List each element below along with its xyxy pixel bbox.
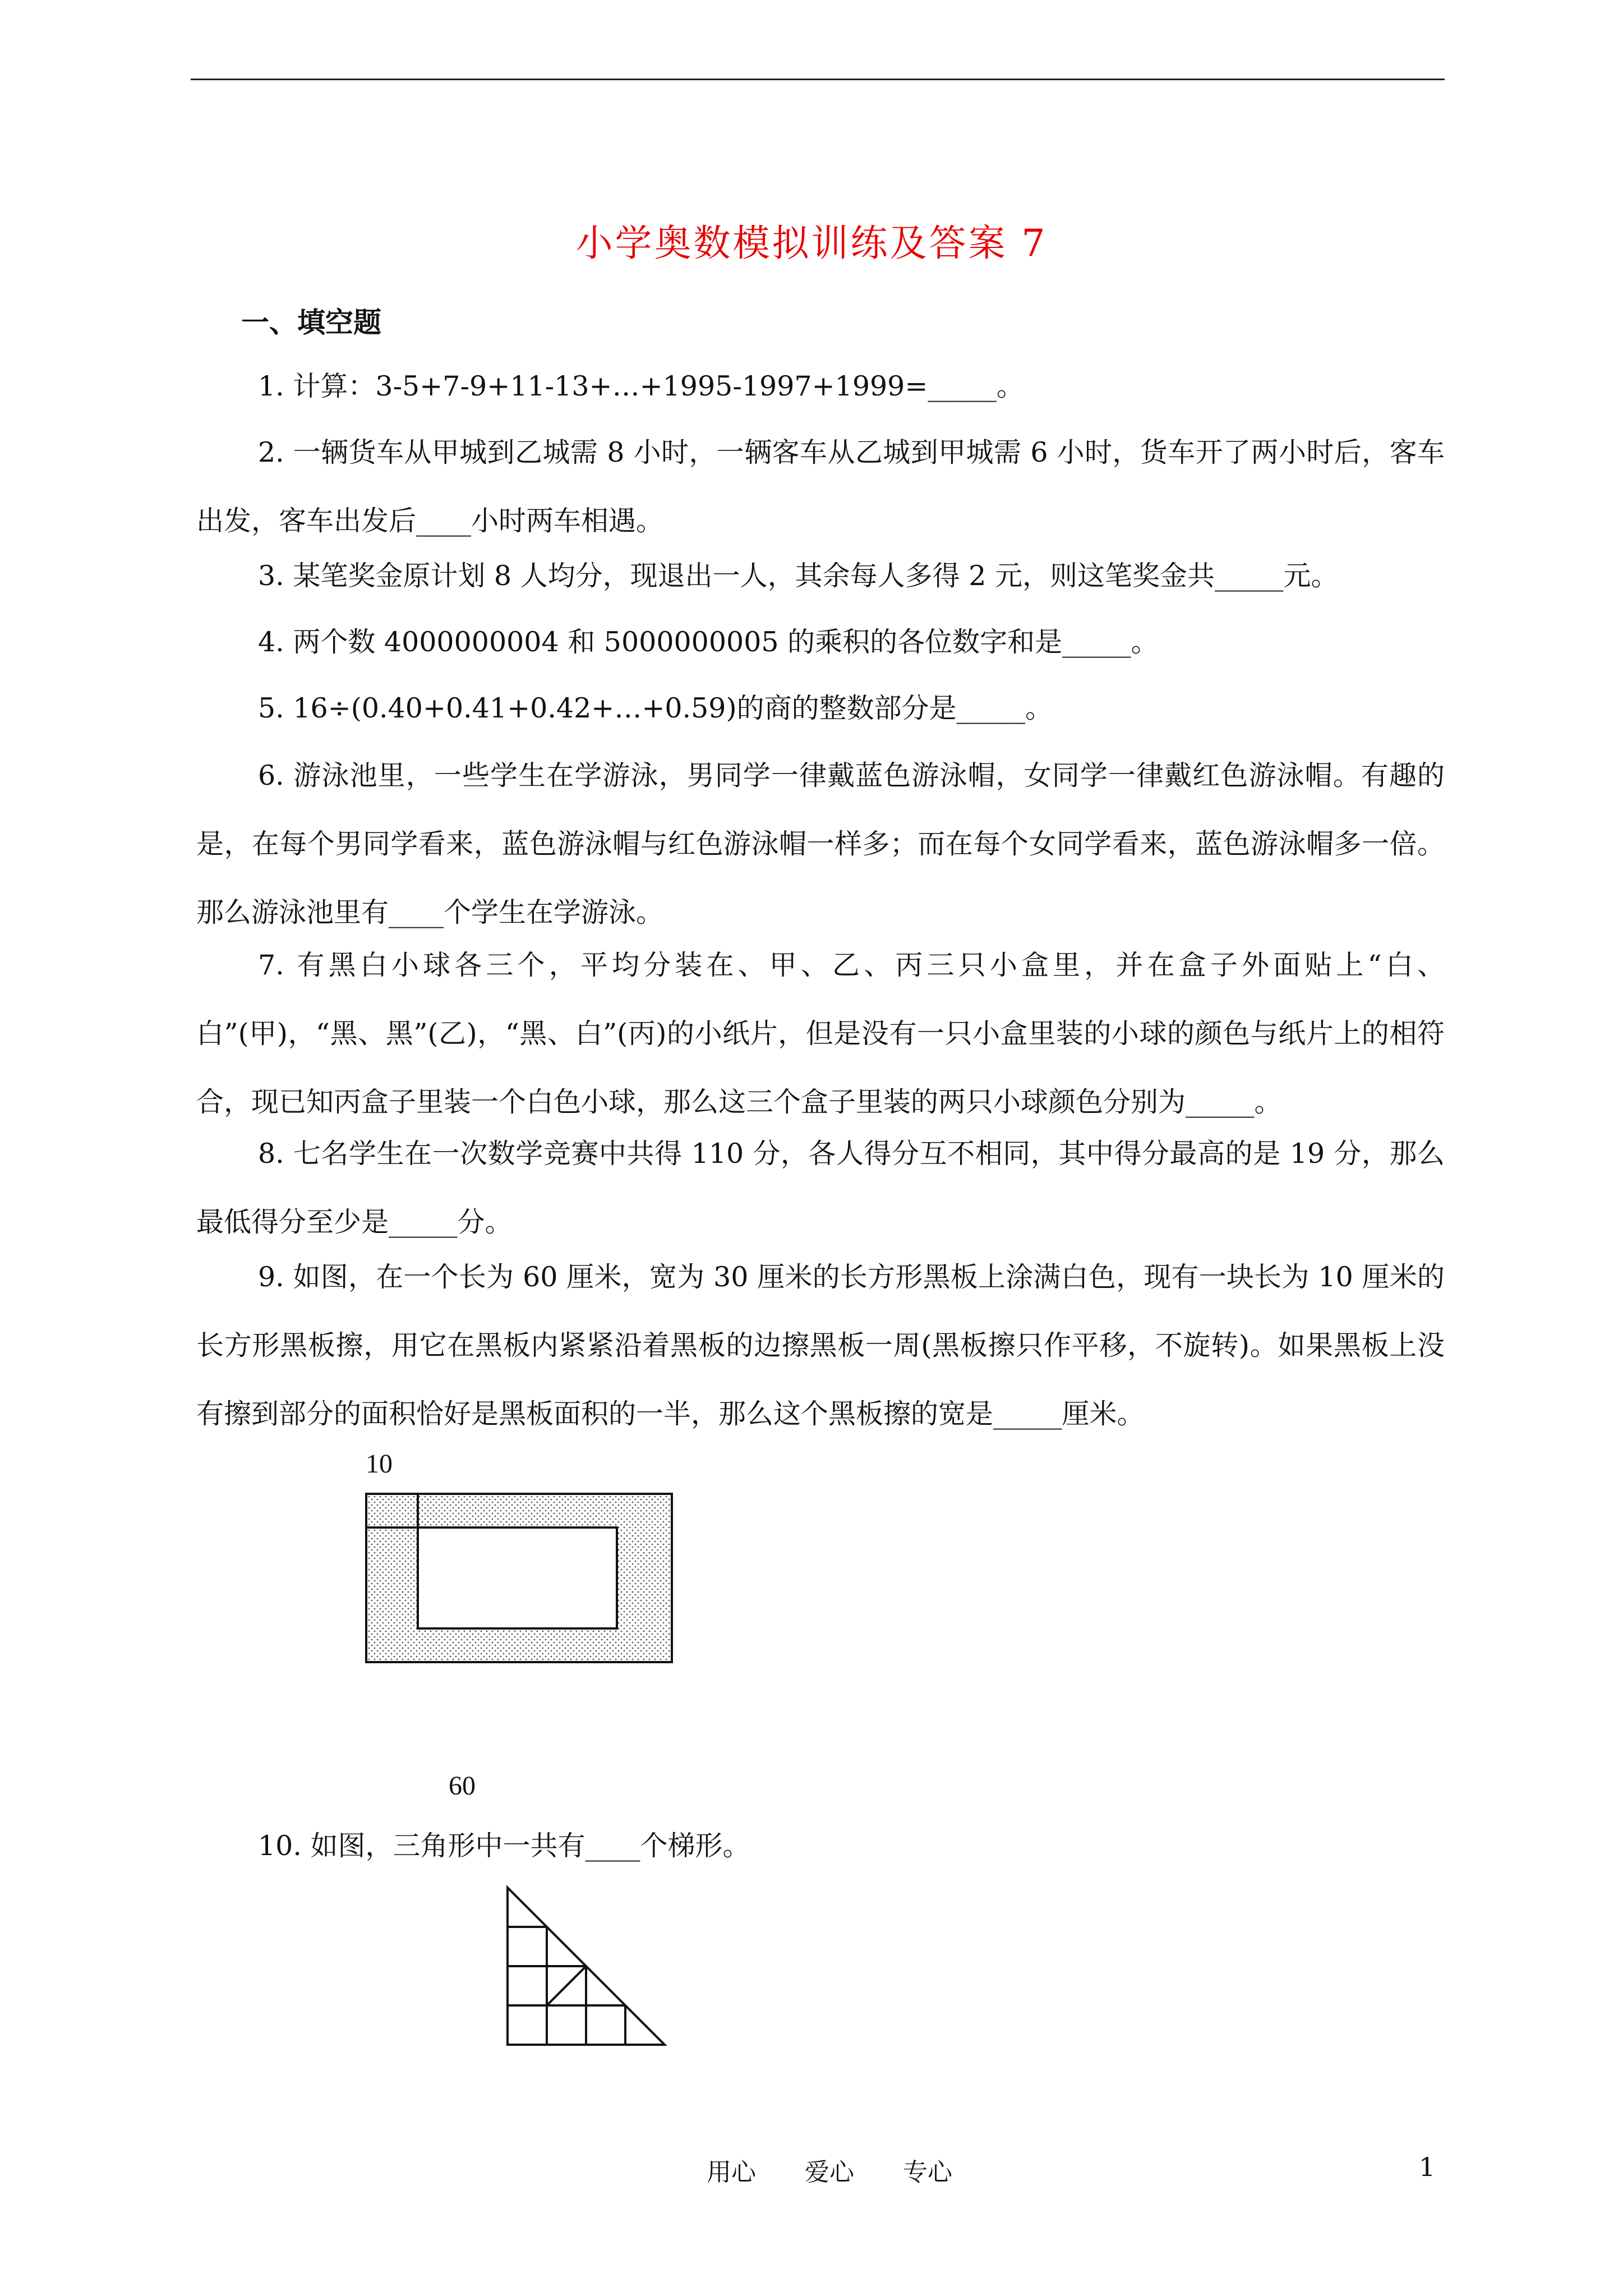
question-2: 2. 一辆货车从甲城到乙城需 8 小时，一辆客车从乙城到甲城需 6 小时，货车开了两小时后，客车出发，客车出发后____小时两车相遇。 (196, 436, 1445, 537)
footer-item-3: 专心 (903, 2158, 952, 2187)
question-3: 3. 某笔奖金原计划 8 人均分，现退出一人，其余每人多得 2 元，则这笔奖金共_____元。 (258, 560, 1339, 592)
figure9-width-label: 10 (366, 1449, 393, 1479)
footer-item-1: 用心 (707, 2158, 756, 2187)
question-9: 9. 如图，在一个长为 60 厘米，宽为 30 厘米的长方形黑板上涂满白色，现有一块长为 10 厘米的长方形黑板擦，用它在黑板内紧紧沿着黑板的边擦黑板一周(黑板擦只作平移，不旋转)。如果黑板上没有擦到部分的面积恰好是黑板面积的一半，那么这个黑板擦的宽是_____厘米。 (196, 1261, 1445, 1430)
section-heading: 一、填空题 (241, 306, 381, 339)
page-title: 小学奥数模拟训练及答案 7 (575, 222, 1048, 265)
triangle-figure (505, 1885, 673, 2053)
question-6: 6. 游泳池里，一些学生在学游泳，男同学一律戴蓝色游泳帽，女同学一律戴红色游泳帽。有趣的是，在每个男同学看来，蓝色游泳帽与红色游泳帽一样多；而在每个女同学看来，蓝色游泳帽多一倍。那么游泳池里有____个学生在学游泳。 (196, 760, 1445, 928)
header-rule (191, 79, 1445, 80)
inner-unerased-area (418, 1527, 617, 1628)
figure9-length-label: 60 (449, 1771, 476, 1801)
question-7: 7. 有黑白小球各三个，平均分装在、甲、乙、丙三只小盒里，并在盒子外面贴上“白、白”(甲)，“黑、黑”(乙)，“黑、白”(丙)的小纸片，但是没有一只小盒里装的小球的颜色与纸片上的相符合，现已知丙盒子里装一个白色小球，那么这三个盒子里装的两只小球颜色分别为_____。 (196, 949, 1445, 1118)
question-1: 1. 计算：3-5+7-9+11-13+…+1995-1997+1999=_____。 (258, 370, 1024, 402)
question-10: 10. 如图，三角形中一共有____个梯形。 (258, 1830, 750, 1862)
question-4: 4. 两个数 4000000004 和 5000000005 的乘积的各位数字和是_____。 (258, 626, 1159, 658)
question-5: 5. 16÷(0.40+0.41+0.42+…+0.59)的商的整数部分是_____。 (258, 692, 1053, 724)
blackboard-figure (365, 1492, 679, 1677)
question-8: 8. 七名学生在一次数学竞赛中共得 110 分，各人得分互不相同，其中得分最高的是 19 分，那么最低得分至少是_____分。 (196, 1138, 1445, 1238)
footer-item-2: 爱心 (805, 2158, 854, 2187)
page-number: 1 (1419, 2152, 1436, 2182)
